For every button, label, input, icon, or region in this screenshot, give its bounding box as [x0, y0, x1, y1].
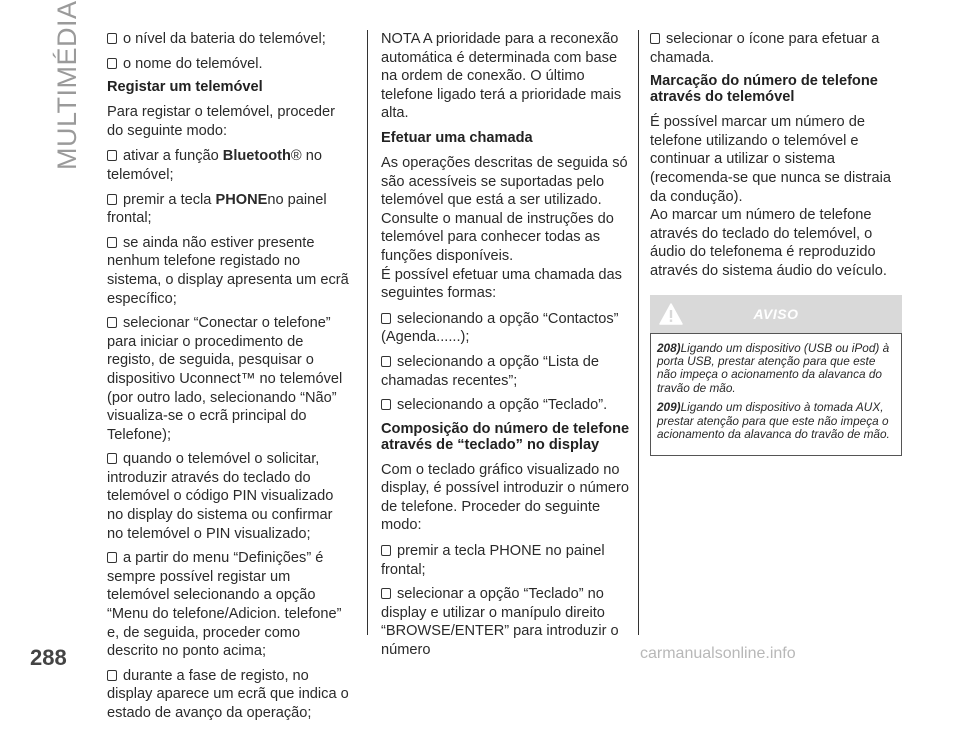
checkbox-bullet-icon: [381, 545, 391, 556]
paragraph: É possível marcar um número de telefone utilizando o telemóvel e continuar a utilizar o sistema (recomenda-se que nunca se distraia da condução).: [650, 114, 891, 205]
checkbox-bullet-icon: [107, 453, 117, 464]
column-1: [107, 30, 352, 729]
checkbox-bullet-icon: [650, 33, 660, 44]
list-item: durante a fase de registo, no display aparece um ecrã que indica o estado de avanço da operação;: [107, 667, 349, 721]
checkbox-bullet-icon: [381, 356, 391, 367]
checkbox-bullet-icon: [381, 588, 391, 599]
list-item: selecionando a opção “Teclado”.: [381, 396, 633, 415]
column-divider: [367, 30, 368, 635]
checkbox-bullet-icon: [107, 552, 117, 563]
warning-item: 209)Ligando um dispositivo à tomada AUX, prestar atenção para que este não impeça o acionamento da alavanca do travão de mão.: [657, 400, 890, 441]
list-item: a partir do menu “Definições” é sempre possível registar um telemóvel selecionando a opção “Menu do telefone/Adicion. telefone” e, de seguida, proceder como descrito no ponto acima;: [107, 550, 342, 660]
list-item: selecionar a opção “Teclado” no display e utilizar o manípulo direito “BROWSE/ENTER” para introduzir o número: [381, 586, 619, 659]
checkbox-bullet-icon: [107, 317, 117, 328]
paragraph: As operações descritas de seguida só são acessíveis se suportadas pelo telemóvel que está a ser utilizado. Consulte o manual de instruções do telemóvel para conhecer todas as funções disponíveis.: [381, 154, 628, 264]
warning-item: 208)Ligando um dispositivo (USB ou iPod) à porta USB, prestar atenção para que este não impeça o acionamento da alavanca do travão de mão.: [657, 340, 890, 395]
list-item: selecionar “Conectar o telefone” para iniciar o procedimento de registo, de seguida, pesquisar o dispositivo Uconnect™ no telemóvel (por outro lado, selecionando “Não” visualiza-se o ecrã principal do Telefone);: [107, 315, 343, 443]
list-item: ativar a função Bluetooth® no telemóvel;: [107, 148, 322, 183]
checkbox-bullet-icon: [107, 670, 117, 681]
section-title: MULTIMÉDIA: [52, 0, 82, 170]
list-item: se ainda não estiver presente nenhum telefone registado no sistema, o display apresenta um ecrã específico;: [107, 234, 349, 307]
checkbox-bullet-icon: [107, 33, 117, 44]
section-heading: Registar um telemóvel: [107, 79, 263, 96]
column-divider: [638, 30, 639, 635]
list-item: selecionando a opção “Contactos” (Agenda......);: [381, 310, 619, 346]
checkbox-bullet-icon: [381, 399, 391, 410]
list-item: quando o telemóvel o solicitar, introduzir através do teclado do telemóvel o código PIN visualizado no display do sistema ou confirmar no telemóvel o PIN visualizado;: [107, 451, 334, 542]
paragraph: Ao marcar um número de telefone através do teclado do telemóvel, o áudio do telefonema é reproduzido através do sistema áudio do veículo.: [650, 207, 887, 279]
section-heading: Marcação do número de telefone através do telemóvel: [650, 73, 878, 106]
watermark-text: carmanualsonline.info: [640, 645, 796, 662]
page-number: 288: [30, 645, 67, 670]
list-item: premir a tecla PHONE no painel frontal;: [381, 543, 605, 578]
list-item: selecionar o ícone para efetuar a chamada.: [650, 31, 880, 66]
note-paragraph: NOTA A prioridade para a reconexão automática é determinada com base na ordem de conexão. O último telefone ligado terá a prioridade mais alta.: [381, 31, 622, 122]
warning-body: [650, 334, 902, 457]
list-item: selecionando a opção “Lista de chamadas recentes”;: [381, 353, 600, 389]
checkbox-bullet-icon: [381, 313, 391, 324]
section-heading: Efetuar uma chamada: [381, 129, 533, 146]
paragraph: É possível efetuar uma chamada das seguintes formas:: [381, 266, 622, 302]
list-item: premir a tecla PHONEno painel frontal;: [107, 191, 327, 227]
list-item: o nível da bateria do telemóvel;: [107, 30, 352, 49]
column-3: [650, 30, 902, 456]
section-heading: Composição do número de telefone através de “teclado” no display: [381, 420, 630, 453]
checkbox-bullet-icon: [107, 194, 117, 205]
warning-title: AVISO: [753, 305, 799, 322]
column-2: [381, 30, 633, 666]
paragraph: Com o teclado gráfico visualizado no display, é possível introduzir o número de telefone. Proceder do seguinte modo:: [381, 461, 629, 534]
paragraph: Para registar o telemóvel, proceder do seguinte modo:: [107, 104, 335, 139]
list-item: o nome do telemóvel.: [107, 55, 352, 74]
checkbox-bullet-icon: [107, 237, 117, 248]
checkbox-bullet-icon: [107, 150, 117, 161]
warning-header: [650, 295, 902, 334]
checkbox-bullet-icon: [107, 58, 117, 69]
